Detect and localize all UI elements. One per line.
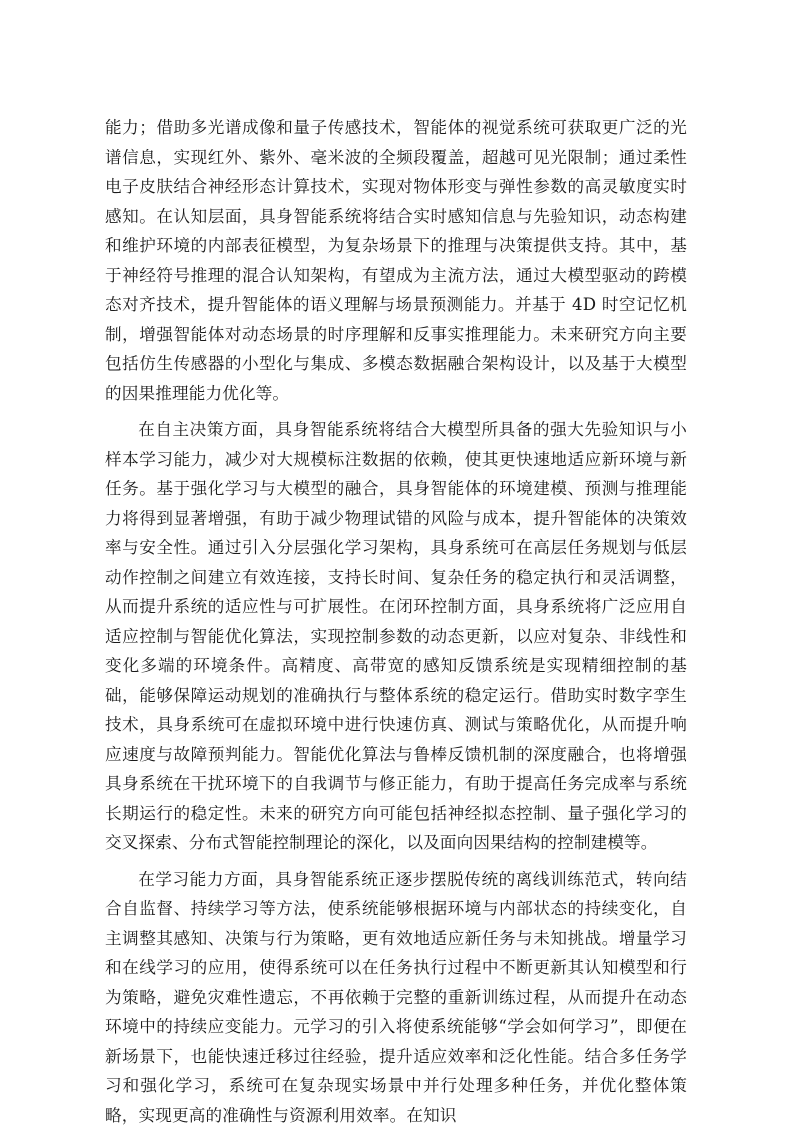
paragraph-learning-ability: 在学习能力方面，具身智能系统正逐步摆脱传统的离线训练范式，转向结合自监督、持续学习等方法，使系统能够根据环境与内部状态的持续变化，自主调整其感知、决策与行为策略，更有效地适应新任务与未知挑战。增量学习和在线学习的应用，使得系统可以在任务执行过程中不断更新其认知模型和行为策略，避免灾难性遗忘，不再依赖于完整的重新训练过程，从而提升在动态环境中的持续应变能力。元学习的引入将使系统能够“学会如何学习”，即便在新场景下，也能快速迁移过往经验，提升适应效率和泛化性能。结合多任务学习和强化学习，系统可在复杂现实场景中并行处理多种任务，并优化整体策略，实现更高的准确性与资源利用效率。在知识 [105,869,687,1125]
paragraph-perception-cognition: 能力；借助多光谱成像和量子传感技术，智能体的视觉系统可获取更广泛的光谱信息，实现红外、紫外、毫米波的全频段覆盖，超越可见光限制；通过柔性电子皮肤结合神经形态计算技术，实现对物体形变与弹性参数的高灵敏度实时感知。在认知层面，具身智能系统将结合实时感知信息与先验知识，动态构建和维护环境的内部表征模型，为复杂场景下的推理与决策提供支持。其中，基于神经符号推理的混合认知架构，有望成为主流方法，通过大模型驱动的跨模态对齐技术，提升智能体的语义理解与场景预测能力。并基于 4D 时空记忆机制，增强智能体对动态场景的时序理解和反事实推理能力。未来研究方向主要包括仿生传感器的小型化与集成、多模态数据融合架构设计，以及基于大模型的因果推理能力优化等。 [105,118,687,403]
document-page [105,113,687,1137]
paragraph-autonomous-decision: 在自主决策方面，具身智能系统将结合大模型所具备的强大先验知识与小样本学习能力，减少对大规模标注数据的依赖，使其更快速地适应新环境与新任务。基于强化学习与大模型的融合，具身智能体的环境建模、预测与推理能力将得到显著增强，有助于减少物理试错的风险与成本，提升智能体的决策效率与安全性。通过引入分层强化学习架构，具身系统可在高层任务规划与低层动作控制之间建立有效连接，支持长时间、复杂任务的稳定执行和灵活调整，从而提升系统的适应性与可扩展性。在闭环控制方面，具身系统将广泛应用自适应控制与智能优化算法，实现控制参数的动态更新，以应对复杂、非线性和变化多端的环境条件。高精度、高带宽的感知反馈系统是实现精细控制的基础，能够保障运动规划的准确执行与整体系统的稳定运行。借助实时数字孪生技术，具身系统可在虚拟环境中进行快速仿真、测试与策略优化，从而提升响应速度与故障预判能力。智能优化算法与鲁棒反馈机制的深度融合，也将增强具身系统在干扰环境下的自我调节与修正能力，有助于提高任务完成率与系统长期运行的稳定性。未来的研究方向可能包括神经拟态控制、量子强化学习的交叉探索、分布式智能控制理论的深化，以及面向因果结构的控制建模等。 [105,420,687,852]
